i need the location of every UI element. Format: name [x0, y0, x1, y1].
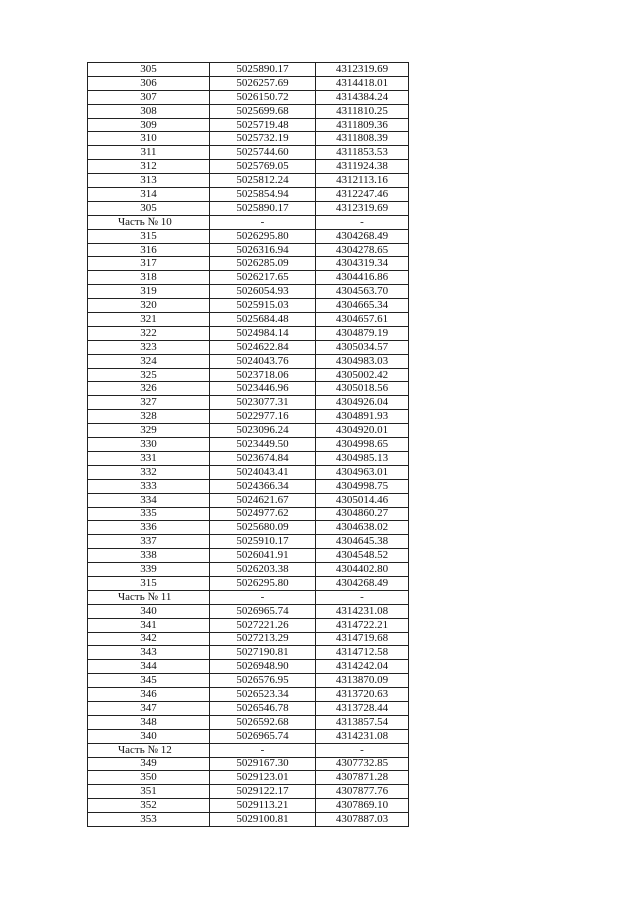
x-coordinate-cell: 5029113.21 [210, 799, 316, 813]
x-coordinate-cell: 5026285.09 [210, 257, 316, 271]
y-coordinate-cell: 4314384.24 [316, 90, 409, 104]
y-coordinate-cell: 4314231.08 [316, 729, 409, 743]
y-coordinate-cell: 4305014.46 [316, 493, 409, 507]
point-number-cell: 334 [88, 493, 210, 507]
y-coordinate-cell: 4304645.38 [316, 535, 409, 549]
y-coordinate-cell: 4313857.54 [316, 715, 409, 729]
point-number-cell: 353 [88, 813, 210, 827]
coordinates-table-body [88, 63, 409, 827]
point-number-cell: 347 [88, 701, 210, 715]
table-row [88, 132, 409, 146]
table-row [88, 632, 409, 646]
x-coordinate-cell: 5025812.24 [210, 174, 316, 188]
x-coordinate-cell: 5026576.95 [210, 674, 316, 688]
x-coordinate-cell: 5027190.81 [210, 646, 316, 660]
point-number-cell: Часть № 11 [88, 590, 210, 604]
y-coordinate-cell: 4304416.86 [316, 271, 409, 285]
table-row [88, 410, 409, 424]
point-number-cell: 307 [88, 90, 210, 104]
y-coordinate-cell: - [316, 743, 409, 757]
point-number-cell: 328 [88, 410, 210, 424]
x-coordinate-cell: 5026054.93 [210, 285, 316, 299]
y-coordinate-cell: 4312113.16 [316, 174, 409, 188]
x-coordinate-cell: 5029123.01 [210, 771, 316, 785]
point-number-cell: 321 [88, 313, 210, 327]
table-row [88, 368, 409, 382]
point-number-cell: 316 [88, 243, 210, 257]
point-number-cell: 342 [88, 632, 210, 646]
table-row [88, 493, 409, 507]
point-number-cell: 312 [88, 160, 210, 174]
x-coordinate-cell: 5024043.41 [210, 465, 316, 479]
x-coordinate-cell: 5023674.84 [210, 451, 316, 465]
point-number-cell: 324 [88, 354, 210, 368]
y-coordinate-cell: 4312247.46 [316, 188, 409, 202]
x-coordinate-cell: 5025769.05 [210, 160, 316, 174]
x-coordinate-cell: 5023096.24 [210, 424, 316, 438]
point-number-cell: 332 [88, 465, 210, 479]
x-coordinate-cell: 5023077.31 [210, 396, 316, 410]
x-coordinate-cell: 5023718.06 [210, 368, 316, 382]
table-row [88, 285, 409, 299]
y-coordinate-cell: 4304998.65 [316, 438, 409, 452]
x-coordinate-cell: 5024977.62 [210, 507, 316, 521]
table-row [88, 535, 409, 549]
y-coordinate-cell: 4312319.69 [316, 201, 409, 215]
y-coordinate-cell: 4311808.39 [316, 132, 409, 146]
x-coordinate-cell: 5026203.38 [210, 563, 316, 577]
table-row [88, 271, 409, 285]
point-number-cell: 349 [88, 757, 210, 771]
point-number-cell: 339 [88, 563, 210, 577]
table-row [88, 90, 409, 104]
point-number-cell: 310 [88, 132, 210, 146]
x-coordinate-cell: 5026546.78 [210, 701, 316, 715]
table-row [88, 299, 409, 313]
y-coordinate-cell: 4307732.85 [316, 757, 409, 771]
x-coordinate-cell: 5024622.84 [210, 340, 316, 354]
point-number-cell: 320 [88, 299, 210, 313]
table-row [88, 326, 409, 340]
table-row [88, 354, 409, 368]
point-number-cell: 331 [88, 451, 210, 465]
table-row [88, 438, 409, 452]
table-row [88, 257, 409, 271]
y-coordinate-cell: 4304548.52 [316, 549, 409, 563]
x-coordinate-cell: 5025915.03 [210, 299, 316, 313]
x-coordinate-cell: 5026965.74 [210, 729, 316, 743]
table-row [88, 576, 409, 590]
x-coordinate-cell: 5025699.68 [210, 104, 316, 118]
x-coordinate-cell: 5023449.50 [210, 438, 316, 452]
x-coordinate-cell: 5026965.74 [210, 604, 316, 618]
y-coordinate-cell: 4307887.03 [316, 813, 409, 827]
y-coordinate-cell: 4311810.25 [316, 104, 409, 118]
y-coordinate-cell: 4313720.63 [316, 688, 409, 702]
table-row [88, 799, 409, 813]
table-row [88, 118, 409, 132]
y-coordinate-cell: 4314722.21 [316, 618, 409, 632]
y-coordinate-cell: - [316, 590, 409, 604]
point-number-cell: 306 [88, 76, 210, 90]
x-coordinate-cell: 5024366.34 [210, 479, 316, 493]
x-coordinate-cell: 5024043.76 [210, 354, 316, 368]
table-row [88, 604, 409, 618]
table-row [88, 76, 409, 90]
y-coordinate-cell: 4304665.34 [316, 299, 409, 313]
x-coordinate-cell: 5026316.94 [210, 243, 316, 257]
table-row [88, 382, 409, 396]
y-coordinate-cell: 4304891.93 [316, 410, 409, 424]
x-coordinate-cell: 5026295.80 [210, 576, 316, 590]
y-coordinate-cell: 4311853.53 [316, 146, 409, 160]
y-coordinate-cell: 4304983.03 [316, 354, 409, 368]
table-row [88, 674, 409, 688]
table-row [88, 174, 409, 188]
y-coordinate-cell: 4313870.09 [316, 674, 409, 688]
table-row [88, 521, 409, 535]
y-coordinate-cell: 4314712.58 [316, 646, 409, 660]
point-number-cell: 338 [88, 549, 210, 563]
table-row [88, 813, 409, 827]
table-row [88, 243, 409, 257]
table-row [88, 701, 409, 715]
y-coordinate-cell: 4305018.56 [316, 382, 409, 396]
y-coordinate-cell: 4304985.13 [316, 451, 409, 465]
point-number-cell: 341 [88, 618, 210, 632]
x-coordinate-cell: 5022977.16 [210, 410, 316, 424]
point-number-cell: 315 [88, 229, 210, 243]
x-coordinate-cell: - [210, 743, 316, 757]
y-coordinate-cell: 4304920.01 [316, 424, 409, 438]
x-coordinate-cell: 5023446.96 [210, 382, 316, 396]
x-coordinate-cell: 5029167.30 [210, 757, 316, 771]
part-header-row [88, 743, 409, 757]
point-number-cell: 343 [88, 646, 210, 660]
table-row [88, 465, 409, 479]
point-number-cell: 330 [88, 438, 210, 452]
table-row [88, 313, 409, 327]
point-number-cell: 340 [88, 604, 210, 618]
point-number-cell: 309 [88, 118, 210, 132]
y-coordinate-cell: 4313728.44 [316, 701, 409, 715]
x-coordinate-cell: 5026217.65 [210, 271, 316, 285]
table-row [88, 340, 409, 354]
x-coordinate-cell: 5025854.94 [210, 188, 316, 202]
point-number-cell: 311 [88, 146, 210, 160]
x-coordinate-cell: 5025890.17 [210, 63, 316, 77]
point-number-cell: 327 [88, 396, 210, 410]
point-number-cell: 313 [88, 174, 210, 188]
y-coordinate-cell: 4314242.04 [316, 660, 409, 674]
point-number-cell: 336 [88, 521, 210, 535]
table-row [88, 63, 409, 77]
y-coordinate-cell: 4307871.28 [316, 771, 409, 785]
point-number-cell: 319 [88, 285, 210, 299]
part-header-row [88, 590, 409, 604]
table-row [88, 785, 409, 799]
table-row [88, 757, 409, 771]
y-coordinate-cell: 4304402.80 [316, 563, 409, 577]
point-number-cell: 352 [88, 799, 210, 813]
y-coordinate-cell: 4314418.01 [316, 76, 409, 90]
table-row [88, 104, 409, 118]
table-row [88, 160, 409, 174]
table-row [88, 549, 409, 563]
table-row [88, 229, 409, 243]
table-row [88, 660, 409, 674]
point-number-cell: 323 [88, 340, 210, 354]
x-coordinate-cell: 5024621.67 [210, 493, 316, 507]
x-coordinate-cell: 5029100.81 [210, 813, 316, 827]
point-number-cell: 333 [88, 479, 210, 493]
x-coordinate-cell: 5027221.26 [210, 618, 316, 632]
x-coordinate-cell: 5025684.48 [210, 313, 316, 327]
table-row [88, 451, 409, 465]
point-number-cell: 305 [88, 201, 210, 215]
x-coordinate-cell: 5026295.80 [210, 229, 316, 243]
y-coordinate-cell: 4304998.75 [316, 479, 409, 493]
x-coordinate-cell: 5026948.90 [210, 660, 316, 674]
point-number-cell: 326 [88, 382, 210, 396]
y-coordinate-cell: 4305002.42 [316, 368, 409, 382]
x-coordinate-cell: 5026041.91 [210, 549, 316, 563]
x-coordinate-cell: 5025910.17 [210, 535, 316, 549]
table-row [88, 729, 409, 743]
point-number-cell: 317 [88, 257, 210, 271]
x-coordinate-cell: 5025890.17 [210, 201, 316, 215]
y-coordinate-cell: 4304268.49 [316, 576, 409, 590]
coordinates-table [87, 62, 409, 827]
x-coordinate-cell: 5025744.60 [210, 146, 316, 160]
y-coordinate-cell: 4304926.04 [316, 396, 409, 410]
y-coordinate-cell: - [316, 215, 409, 229]
y-coordinate-cell: 4307877.76 [316, 785, 409, 799]
point-number-cell: 351 [88, 785, 210, 799]
table-row [88, 618, 409, 632]
table-row [88, 479, 409, 493]
point-number-cell: 318 [88, 271, 210, 285]
point-number-cell: 314 [88, 188, 210, 202]
y-coordinate-cell: 4304860.27 [316, 507, 409, 521]
x-coordinate-cell: 5025719.48 [210, 118, 316, 132]
point-number-cell: 305 [88, 63, 210, 77]
y-coordinate-cell: 4311924.38 [316, 160, 409, 174]
point-number-cell: 345 [88, 674, 210, 688]
x-coordinate-cell: 5026150.72 [210, 90, 316, 104]
y-coordinate-cell: 4314719.68 [316, 632, 409, 646]
x-coordinate-cell: 5027213.29 [210, 632, 316, 646]
y-coordinate-cell: 4304268.49 [316, 229, 409, 243]
x-coordinate-cell: 5026257.69 [210, 76, 316, 90]
table-row [88, 563, 409, 577]
point-number-cell: 335 [88, 507, 210, 521]
table-row [88, 646, 409, 660]
x-coordinate-cell: 5029122.17 [210, 785, 316, 799]
table-row [88, 424, 409, 438]
table-row [88, 715, 409, 729]
point-number-cell: 346 [88, 688, 210, 702]
table-row [88, 507, 409, 521]
x-coordinate-cell: 5024984.14 [210, 326, 316, 340]
y-coordinate-cell: 4307869.10 [316, 799, 409, 813]
point-number-cell: 325 [88, 368, 210, 382]
y-coordinate-cell: 4311809.36 [316, 118, 409, 132]
x-coordinate-cell: 5026523.34 [210, 688, 316, 702]
x-coordinate-cell: 5025732.19 [210, 132, 316, 146]
point-number-cell: 329 [88, 424, 210, 438]
table-row [88, 688, 409, 702]
y-coordinate-cell: 4304879.19 [316, 326, 409, 340]
table-row [88, 188, 409, 202]
table-row [88, 201, 409, 215]
point-number-cell: 340 [88, 729, 210, 743]
y-coordinate-cell: 4305034.57 [316, 340, 409, 354]
table-row [88, 146, 409, 160]
y-coordinate-cell: 4304638.02 [316, 521, 409, 535]
point-number-cell: 315 [88, 576, 210, 590]
point-number-cell: Часть № 10 [88, 215, 210, 229]
point-number-cell: 344 [88, 660, 210, 674]
y-coordinate-cell: 4304278.65 [316, 243, 409, 257]
y-coordinate-cell: 4312319.69 [316, 63, 409, 77]
y-coordinate-cell: 4304563.70 [316, 285, 409, 299]
x-coordinate-cell: - [210, 590, 316, 604]
x-coordinate-cell: 5025680.09 [210, 521, 316, 535]
table-row [88, 396, 409, 410]
point-number-cell: 337 [88, 535, 210, 549]
x-coordinate-cell: - [210, 215, 316, 229]
point-number-cell: 350 [88, 771, 210, 785]
point-number-cell: Часть № 12 [88, 743, 210, 757]
table-row [88, 771, 409, 785]
part-header-row [88, 215, 409, 229]
y-coordinate-cell: 4304963.01 [316, 465, 409, 479]
point-number-cell: 308 [88, 104, 210, 118]
y-coordinate-cell: 4314231.08 [316, 604, 409, 618]
y-coordinate-cell: 4304657.61 [316, 313, 409, 327]
point-number-cell: 322 [88, 326, 210, 340]
y-coordinate-cell: 4304319.34 [316, 257, 409, 271]
x-coordinate-cell: 5026592.68 [210, 715, 316, 729]
point-number-cell: 348 [88, 715, 210, 729]
